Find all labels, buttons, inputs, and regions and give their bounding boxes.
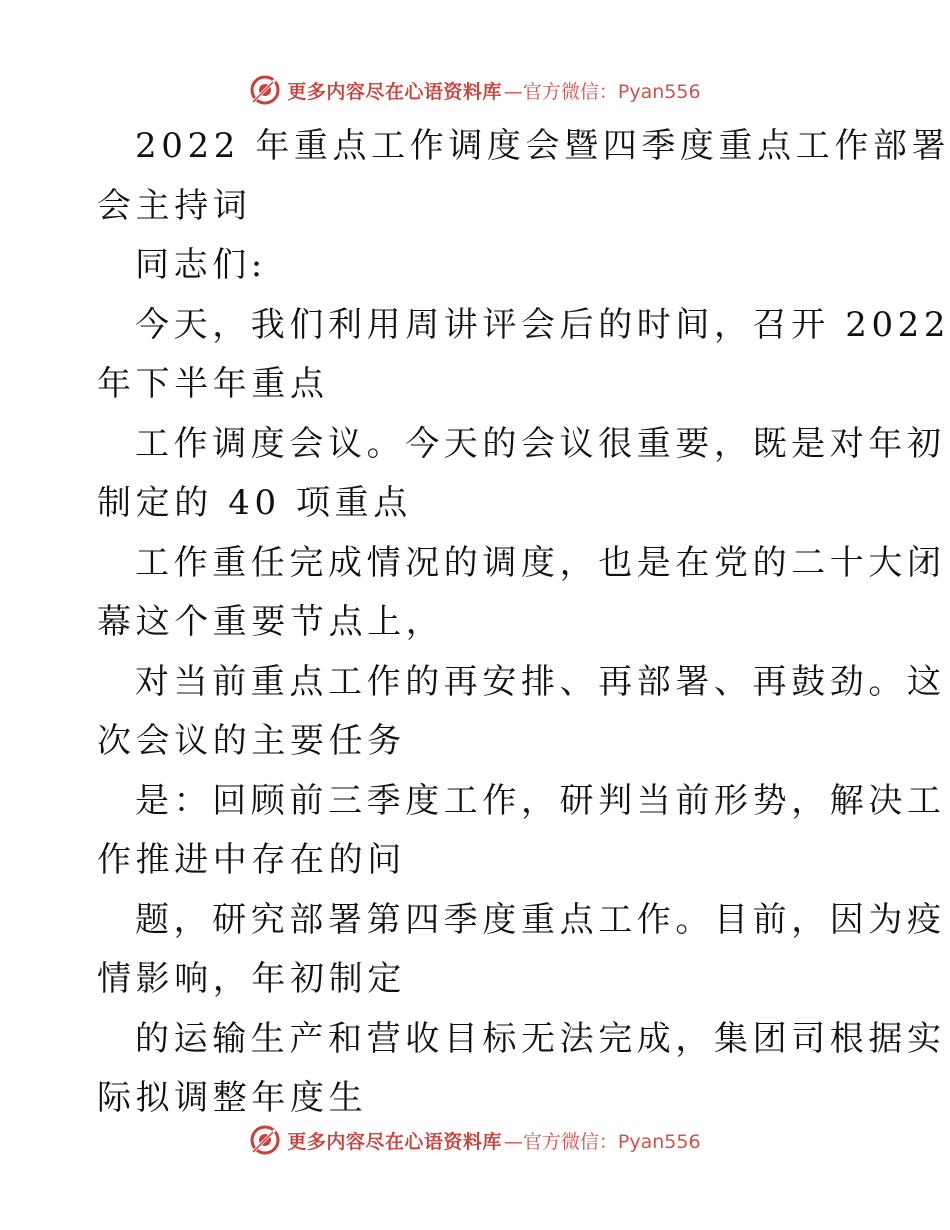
header-banner-contact: —官方微信：Pyan556	[503, 80, 701, 103]
doc-line: 次会议的主要任务	[97, 721, 406, 761]
doc-line: 年下半年重点	[97, 364, 329, 404]
doc-line: 制定的 40 项重点	[97, 483, 412, 523]
footer-watermark-banner	[0, 1120, 950, 1160]
doc-line: 的运输生产和营收目标无法完成，集团司根据实	[135, 1018, 946, 1059]
doc-title-line-1: 2022 年重点工作调度会暨四季度重点工作部署	[135, 126, 950, 166]
doc-line: 幕这个重要节点上，	[97, 602, 445, 642]
logo-icon	[249, 74, 281, 106]
doc-salutation: 同志们:	[135, 245, 267, 285]
doc-line: 对当前重点工作的再安排、再部署、再鼓劲。这	[135, 661, 946, 702]
doc-line: 情影响，年初制定	[97, 959, 406, 999]
doc-title-line-2: 会主持词	[97, 185, 252, 226]
doc-line: 今天，我们利用周讲评会后的时间，召开 2022	[135, 304, 950, 345]
doc-line: 工作重任完成情况的调度，也是在党的二十大闭	[135, 542, 946, 583]
document-body	[97, 117, 950, 1129]
doc-line: 作推进中存在的问	[97, 840, 406, 880]
doc-line: 是：回顾前三季度工作，研判当前形势，解决工	[135, 780, 946, 821]
footer-banner-contact: —官方微信：Pyan556	[503, 1130, 701, 1153]
doc-line: 工作调度会议。今天的会议很重要，既是对年初	[135, 423, 946, 464]
logo-icon	[249, 1124, 281, 1156]
header-watermark-banner	[0, 70, 950, 110]
doc-line: 题，研究部署第四季度重点工作。目前，因为疫	[135, 899, 946, 940]
header-banner-text: 更多内容尽在心语资料库	[287, 80, 502, 103]
footer-banner-text: 更多内容尽在心语资料库	[287, 1130, 502, 1153]
doc-line: 际拟调整年度生	[97, 1078, 368, 1118]
